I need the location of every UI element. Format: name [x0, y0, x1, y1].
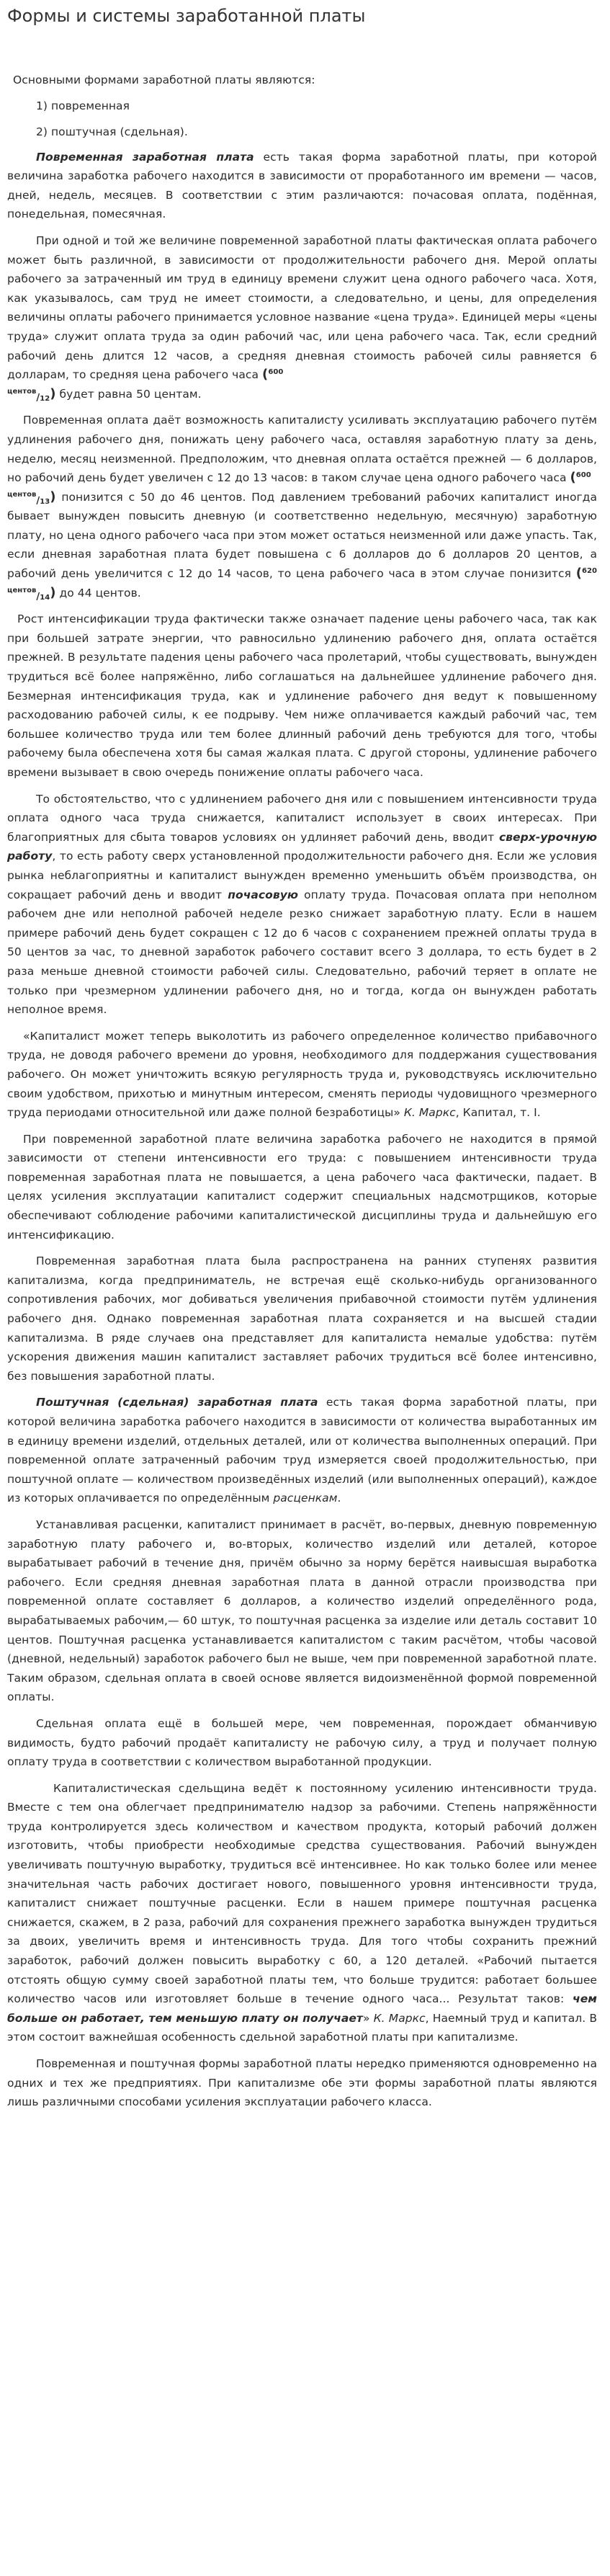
paragraph-piecework-intensity	[7, 1779, 597, 2047]
quote-text: «Капиталист может теперь выколотить из рабочего определенное количество прибавочного труда, не доводя рабочего времени до уровня, необходимого для поддержания существования рабочего. Он может уничтожить всякую регулярность труда и, руководствуясь исключительно своим удобством, прихотью и минутным интересом, сменять периоды чудовищного чрезмерного труда периодами относительной или даже полной безработицы»	[7, 1029, 597, 1120]
paragraph-text: Повременная оплата даёт возможность капиталисту усиливать эксплуатацию рабочего путём удлинения рабочего дня, понижать цену рабочего часа, оставляя заработную плату за день, неделю, месяц неизменной. Предположим, что дневная оплата остаётся прежней — 6 долларов, но рабочий день будет увеличен с 12 до 13 часов: в таком случае цена одного рабочего часа	[7, 414, 597, 485]
paragraph-text: будет равна 50 центам.	[55, 387, 202, 401]
intro-text: Основными формами заработной платы являются:	[13, 73, 315, 86]
quote-emphasis: чем больше он работает, тем меньшую плату он получает	[7, 1992, 597, 2025]
formula-bracket-close: )	[50, 385, 56, 401]
term-time-wage: Повременная заработная плата	[36, 150, 254, 164]
formula-denominator-label: центов	[7, 387, 37, 396]
page-title: Формы и системы заработанной платы	[7, 6, 366, 26]
paragraph-text: При одной и той же величине повременной заработной платы фактическая оплата рабочего может быть различной, в зависимости от продолжительности рабочего дня. Мерой оплаты рабочего за затраченный им труд в единицу времени служит цена одного рабочего часа. Хотя, как указывалось, сам труд не имеет стоимости, а следовательно, и цены, для определения величины оплаты рабочего принимается условное название «цена труда». Единицей меры «цены труда» служит оплата труда за один рабочий час, или цена рабочего часа. Так, если средний рабочий день длится 12 часов, а средняя дневная стоимость рабочей силы равняется 6 долларам, то средняя цена рабочего часа	[7, 233, 597, 382]
paragraph-text: оплату труда. Почасовая оплата при неполном рабочем дне или неполной рабочей неделе резко снижает заработную плату. Если в нашем примере рабочий день будет сокращен с 12 до 6 часов с сохранением прежней оплаты труда в 50 центов за час, то дневной заработок рабочего составит всего 3 доллара, то есть будет в 2 раза меньше дневной стоимости рабочей силы. Следовательно, рабочий теряет в оплате не только при чрезмерном удлинении рабочего дня, но и тогда, когда он вынужден работать неполное время.	[7, 888, 597, 1017]
formula-slash: /	[36, 392, 40, 404]
formula-denominator: 12	[40, 394, 50, 403]
formula-denominator-label: центов	[7, 490, 37, 499]
quote-author: К. Маркс	[403, 1106, 456, 1120]
formula-slash: /	[36, 495, 40, 507]
paragraph-conclusion: Повременная и поштучная формы заработной платы нередко применяются одновременно на одних и тех же предприятиях. При капитализме обе эти формы заработной платы являются лишь различными способами усиления эксплуатации рабочего класса.	[7, 2057, 597, 2109]
paragraph-text: понизится с 50 до 46 центов. Под давлением требований рабочих капиталист иногда бывает вынужден повысить дневную (и соответственно недельную, месячную) заработную плату, но цена одного рабочего часа при этом может остаться неизменной или даже упасть. Так, если дневная заработная плата будет повышена с 6 долларов до 6 долларов 20 центов, а рабочий день увеличится с 12 до 14 часов, то цена рабочего часа в этом случае понизится	[7, 490, 597, 581]
formula-bracket-open: (	[575, 566, 582, 581]
paragraph-marx-quote	[7, 1027, 597, 1123]
paragraph-text: до 44 центов.	[55, 586, 141, 600]
term-hourly: почасовую	[228, 888, 298, 901]
paragraph-text: , Наемный труд и капитал. В этом состоит важнейшая особенность сдельной заработной платы при капитализме.	[7, 2011, 598, 2044]
paragraph-time-wage-definition	[7, 148, 597, 224]
formula-bracket-open: (	[570, 470, 576, 486]
paragraph-text: »	[362, 2011, 374, 2025]
quote-source: , Капитал, т. I.	[455, 1106, 541, 1120]
formula-bracket-close: )	[50, 489, 56, 504]
formula-denominator: 13	[40, 497, 50, 506]
term-rates: расценкам	[273, 1492, 338, 1505]
paragraph-text: , то есть работу сверх установленной продолжительности рабочего дня. Если же условия рынка неблагоприятны и капиталист вынужден временно уменьшить объём производства, он сокращает рабочий день и вводит	[7, 850, 597, 901]
paragraph-early-capitalism: Повременная заработная плата была распространена на ранних ступенях развития капитализма, когда предприниматель, не встречая ещё сколько-нибудь организованного сопротивления рабочих, мог добиваться увеличения прибавочной стоимости путём удлинения рабочего дня. Однако повременная заработная плата сохраняется и на высшей стадии капитализма. В ряде случаев она представляет для капиталиста немалые удобства: путём ускорения движения машин капиталист заставляет рабочих трудиться всё более интенсивно, без повышения заработной платы.	[7, 1254, 597, 1383]
formula-numerator: 600	[268, 367, 284, 376]
paragraph-piece-wage-definition	[7, 1393, 597, 1508]
paragraph-text: есть такая форма заработной платы, при которой величина заработка рабочего находится в зависимости от количества выработанных им в единицу времени изделий, отдельных деталей, или от количества выполненных операций. При повременной оплате затраченный рабочим труд измеряется своей продолжительностью, при поштучной оплате — количеством произведённых изделий (или выполненных операций), каждое из которых оплачивается по определённым	[7, 1396, 597, 1505]
formula-bracket-close: )	[50, 584, 56, 600]
paragraph-supervision: При повременной заработной плате величина заработка рабочего не находится в прямой зависимости от степени интенсивности его труда: с повышением интенсивности труда повременная заработная плата не повышается, а цена рабочего часа фактически, падает. В целях усиления эксплуатации капиталист содержит специальных надсмотрщиков, которые обеспечивают соблюдение рабочими капиталистической дисциплины труда и дальнейшую его интенсификацию.	[7, 1132, 597, 1242]
paragraph-overtime	[7, 790, 597, 1020]
paragraph-intensification: Рост интенсификации труда фактически также означает падение цены рабочего часа, так как при большей затрате энергии, что равносильно удлинению рабочего дня, оплата остаётся прежней. В результате падения цены рабочего часа пролетарий, чтобы существовать, вынужден трудиться всё более напряжённо, либо соглашаться на дальнейшее удлинение рабочего дня. Безмерная интенсификация труда, как и удлинение рабочего дня ведут к повышенному расходованию рабочей силы, к ее подрыву. Чем ниже оплачивается каждый рабочий час, тем большее количество труда или тем более длинный рабочий день требуются для того, чтобы рабочему была обеспечена хотя бы самая жалкая плата. С другой стороны, удлинение рабочего времени вызывает в свою очередь понижение оплаты рабочего часа.	[7, 612, 597, 779]
quote-author: К. Маркс	[373, 2011, 426, 2025]
list-item-piece-rate: 2) поштучная (сдельная).	[36, 125, 188, 138]
formula-slash: /	[36, 591, 40, 602]
paragraph-rates: Устанавливая расценки, капиталист принимает в расчёт, во-первых, дневную повременную заработную плату рабочего и, во-вторых, количество изделий или деталей, которое вырабатывает рабочий в течение дня, причём обычно за норму берётся наивысшая выработка рабочего. Если средняя дневная заработная плата в данной отрасли производства при повременной оплате составляет 6 долларов, а количество изделий определённого рода, вырабатываемых рабочим,— 60 штук, то поштучная расценка за изделие или деталь составит 10 центов. Поштучная расценка устанавливается капиталистом с таким расчётом, чтобы часовой (дневной, недельный) заработок рабочего был не выше, чем при повременной заработной плате. Таким образом, сдельная оплата в своей основе является видоизменённой формой повременной оплаты.	[7, 1517, 597, 1704]
formula-numerator: 620 центов	[7, 566, 597, 594]
formula-numerator: 600	[575, 471, 591, 479]
formula-denominator: 14	[40, 593, 50, 602]
term-piece-wage: Поштучная (сдельная) заработная плата	[36, 1396, 318, 1409]
paragraph-text: То обстоятельство, что с удлинением рабочего дня или с повышением интенсивности труда оплата одного часа труда снижается, капиталист использует в своих интересах. При благоприятных для сбыта товаров условиях он удлиняет рабочий день, вводит	[7, 792, 597, 844]
paragraph-text: Капиталистическая сдельщина ведёт к постоянному усилению интенсивности труда. Вместе с тем она облегчает предпринимателю надзор за рабочими. Степень напряжённости труда контролируется здесь количеством и качеством продукта, который рабочий должен изготовить, чтобы приобрести необходимые средства существования. Рабочий вынужден увеличивать поштучную выработку, трудиться всё интенсивнее. Но как только более или менее значительная часть рабочих достигает нового, повышенного уровня интенсивности труда, капиталист снижает поштучные расценки. Если в нашем примере поштучная расценка снижается, скажем, в 2 раза, рабочий для сохранения прежнего заработка вынужден трудиться за двоих, увеличить время и интенсивность труда. Для того чтобы сохранить прежний заработок, рабочий должен повысить выработку с 60, а 120 деталей. «Рабочий пытается отстоять общую сумму своей заработной платы тем, что больше трудится: работает большее количество часов или изготовляет больше в течение одного часа... Результат таков:	[7, 1781, 597, 2006]
paragraph-hour-price	[7, 231, 597, 404]
paragraph-text: .	[337, 1492, 341, 1505]
paragraph-time-wage-exploitation	[7, 411, 597, 602]
formula-bracket-open: (	[262, 367, 269, 383]
paragraph-illusion: Сдельная оплата ещё в большей мере, чем повременная, порождает обманчивую видимость, будто рабочий продаёт капиталисту не рабочую силу, а труд и получает полную оплату труда в соответствии с количеством выработанной продукции.	[7, 1716, 597, 1769]
term-overtime: сверх-урочную работу	[7, 830, 597, 863]
list-item-time-based: 1) повременная	[36, 99, 130, 112]
paragraph-text: есть такая форма заработной платы, при которой величина заработка рабочего находится в зависимости от проработанного им времени — часов, дней, недель, месяцев. В соответствии с этим различаются: почасовая оплата, подённая, понедельная, помесячная.	[7, 150, 597, 221]
